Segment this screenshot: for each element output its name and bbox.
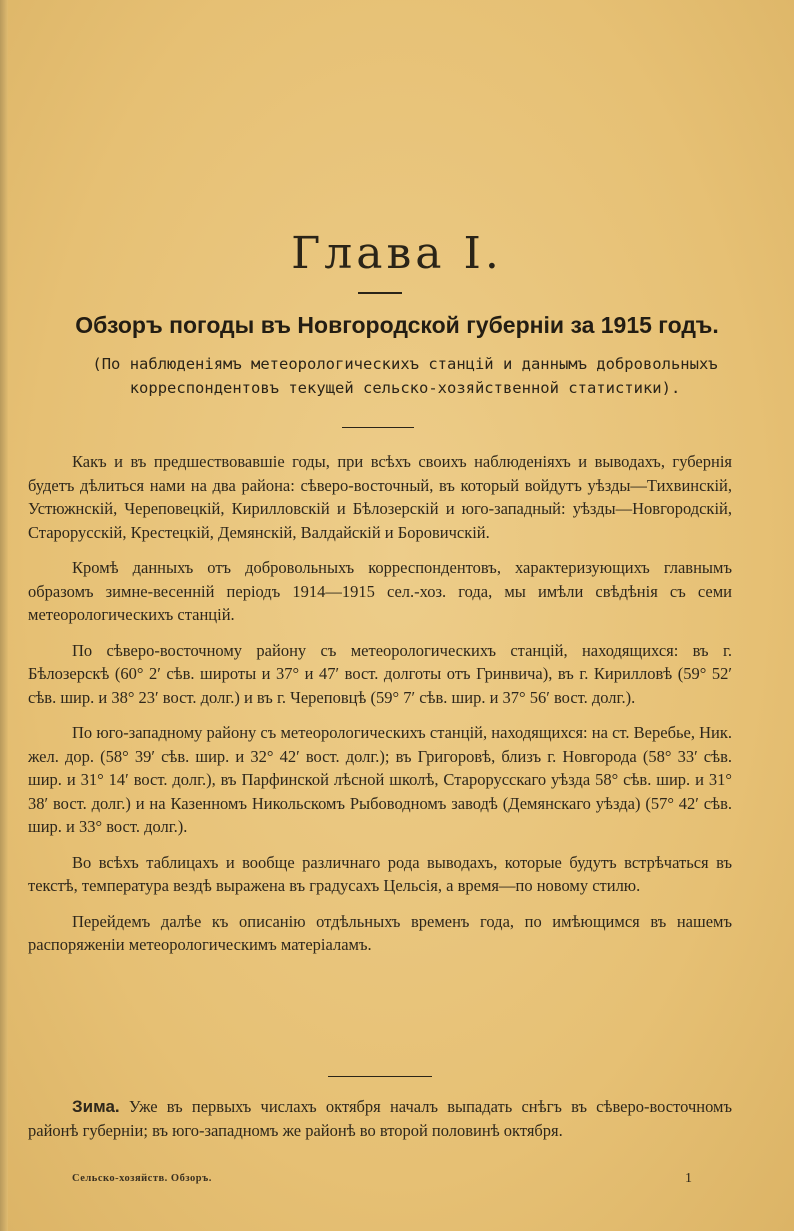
body-text: [28, 450, 732, 969]
paragraph: Перейдемъ далѣе къ описанію отдѣльныхъ временъ года, по имѣющимся въ нашемъ распоряженіи метеорологическимъ матеріаламъ.: [28, 911, 732, 954]
paragraph: По сѣверо-восточному району съ метеорологическихъ станцій, находящихся: въ г. Бѣлозерскѣ (60° 2′ сѣв. широты и 37° и 47′ вост. долготы отъ Гринвича), въ г. Кирилловѣ (59° 52′ сѣв. шир. и 38° 23′ вост. долг.) и въ г. Череповцѣ (59° 7′ сѣв. шир. и 37° 56′ вост. долг.).: [28, 640, 732, 707]
paragraph: Кромѣ данныхъ отъ добровольныхъ корреспондентовъ, характеризующихъ главнымъ образомъ зимне-весенній періодъ 1914—1915 сел.-хоз. года, мы имѣли свѣдѣнія съ семи метеорологическихъ станцій.: [28, 558, 732, 624]
paragraph: Какъ и въ предшествовавшіе годы, при всѣхъ своихъ наблюденіяхъ и выводахъ, губернія будетъ дѣлиться нами на два района: сѣверо-восточный, въ который войдутъ уѣзды—Тихвинскій, Устюжнскій, Череповецкій, Кирилловскій и Бѣлозерскій и юго-западный: уѣзды—Новгородскій, Старорусскій, Крестецкій, Демянскій, Валдайскій и Боровичскій.: [28, 452, 732, 542]
winter-paragraph: [28, 1095, 732, 1142]
subtitle: (По наблюденіямъ метеорологическихъ станцій и даннымъ добровольныхъ корреспондентовъ текущей сельско-хозяйственной статистики).: [92, 355, 718, 397]
page-title: Обзоръ погоды въ Новгородской губерніи за 1915 годъ.: [75, 312, 719, 338]
page-edge: [0, 0, 8, 1231]
footer-signature: Сельско-хозяйств. Обзоръ.: [72, 1173, 212, 1184]
paragraph: Во всѣхъ таблицахъ и вообще различнаго рода выводахъ, которые будутъ встрѣчаться въ текстѣ, температура вездѣ выражена въ градусахъ Цельсія, а время—по новому стилю.: [28, 852, 732, 895]
divider-rule: [328, 1076, 432, 1077]
divider-rule: [358, 292, 402, 294]
page-number: 1: [685, 1171, 692, 1186]
winter-label: Зима.: [72, 1097, 120, 1116]
chapter-heading: Глава I.: [291, 228, 503, 279]
paragraph: По юго-западному району съ метеорологическихъ станцій, находящихся: на ст. Веребье, Ник. жел. дор. (58° 39′ сѣв. шир. и 32° 42′ вост. долг.); въ Григоровѣ, близъ г. Новгорода (58° 33′ сѣв. шир. и 31° 14′ вост. долг.), въ Парфинской лѣсной школѣ, Старорусскаго уѣзда 58° сѣв. шир. и 31° 38′ вост. долг.) и на Казенномъ Никольскомъ Рыбоводномъ заводѣ (Демянскаго уѣзда) (57° 42′ сѣв. шир. и 33° вост. долг.).: [28, 723, 732, 836]
divider-rule: [342, 427, 414, 428]
winter-text: Уже въ первыхъ числахъ октября началъ выпадать снѣгъ въ сѣверо-восточномъ районѣ губерніи; въ юго-западномъ же районѣ во второй половинѣ октября.: [28, 1097, 732, 1140]
